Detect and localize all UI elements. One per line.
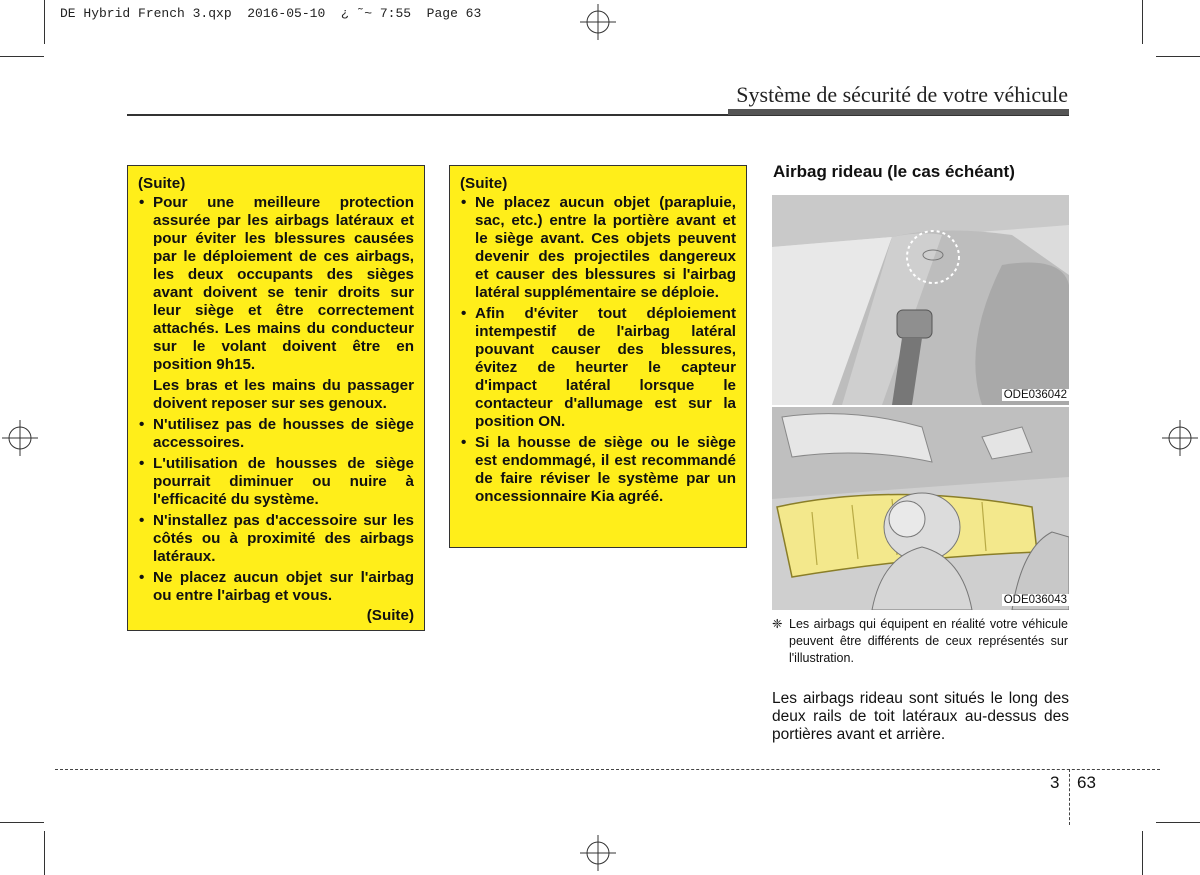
figure-code: ODE036042: [1003, 389, 1067, 401]
registration-mark-icon: [2, 420, 38, 456]
caution-item-extra: Les bras et les mains du passager doivent reposer sur ses genoux.: [153, 377, 414, 412]
caution-item-text: • Ne placez aucun objet sur l'airbag ou entre l'airbag et vous.: [153, 569, 414, 604]
caution-item: [460, 434, 736, 506]
caution-item: [460, 194, 736, 302]
crop-mark-top-right: [1156, 56, 1200, 57]
caution-item-text: • Ne placez aucun objet (parapluie, sac, etc.) entre la portière avant et le siège avant. Ces objets peuvent devenir des projectiles dangereux et causer des blessures si l'airbag latéral supplémentaire se déploie.: [475, 194, 736, 301]
caution-item: [460, 305, 736, 431]
caution-item-text: • N'installez pas d'accessoire sur les côtés ou à proximité des airbags latéraux.: [153, 512, 414, 565]
caution-item-text: • Si la housse de siège ou le siège est endommagé, il est recommandé de faire réviser le système par un oncessionnaire Kia agréé.: [475, 434, 736, 505]
caution-item-text: • L'utilisation de housses de siège pourrait diminuer ou nuire à l'efficacité du système.: [153, 455, 414, 508]
continued-footer: (Suite): [366, 607, 414, 624]
figure-curtain-airbag: [772, 407, 1069, 610]
subheading: Airbag rideau (le cas échéant): [773, 162, 1015, 181]
footer-rule: [55, 769, 1160, 770]
caution-list: [460, 194, 736, 506]
registration-mark-icon: [580, 835, 616, 871]
caution-item: [138, 569, 414, 605]
footnote-text: Les airbags qui équipent en réalité votre véhicule peuvent être différents de ceux représentés sur l'illustration.: [789, 617, 1068, 665]
registration-mark-icon: [580, 4, 616, 40]
caution-list: [138, 194, 414, 605]
crop-mark-bottom-left-v: [44, 831, 45, 875]
crop-mark-top-left-v: [44, 0, 45, 44]
crop-mark-bottom-right-v: [1142, 831, 1143, 875]
caution-item: [138, 455, 414, 509]
crop-mark-top-left: [0, 56, 44, 57]
caution-box-middle: [449, 165, 747, 548]
page-number-separator: [1069, 769, 1070, 825]
section-title: Système de sécurité de votre véhicule: [736, 82, 1068, 107]
caution-item: [138, 416, 414, 452]
figure-a-pillar: [772, 195, 1069, 405]
figure-code: ODE036043: [1003, 594, 1067, 606]
crop-mark-bottom-right: [1156, 822, 1200, 823]
caution-box-left: [127, 165, 425, 631]
a-pillar-illustration: [772, 195, 1069, 405]
crop-mark-top-right-v: [1142, 0, 1143, 44]
caution-item: [138, 194, 414, 413]
caution-item: [138, 512, 414, 566]
page-number: 63: [1077, 773, 1096, 792]
continued-label: (Suite): [138, 175, 186, 192]
continued-label: (Suite): [460, 175, 508, 192]
registration-mark-icon: [1162, 420, 1198, 456]
curtain-airbag-illustration: [772, 407, 1069, 610]
chapter-number: 3: [1050, 773, 1060, 792]
caution-item-text: • N'utilisez pas de housses de siège accessoires.: [153, 416, 414, 451]
caution-item-text: • Afin d'éviter tout déploiement intempestif de l'airbag latéral pouvant causer des blessures, évitez de heurter le capteur d'impact latéral lorsque le contacteur d'allumage est sur la position ON.: [475, 305, 736, 430]
crop-mark-bottom-left: [0, 822, 44, 823]
header-rule-accent: [728, 109, 1069, 115]
footnote-symbol-icon: ❈: [772, 617, 783, 631]
body-paragraph: Les airbags rideau sont situés le long des deux rails de toit latéraux au-dessus des portières avant et arrière.: [772, 690, 1069, 743]
print-header: DE Hybrid French 3.qxp 2016-05-10 ¿ ˜~ 7:55 Page 63: [60, 6, 482, 21]
caution-item-text: • Pour une meilleure protection assurée par les airbags latéraux et pour éviter les blessures causées par le déploiement de ces airbags, les deux occupants des sièges avant doivent se tenir droits sur leur siège et être correctement attachés. Les mains du conducteur sur le volant doivent être en position 9h15.: [153, 194, 414, 373]
footnote: [772, 616, 1068, 667]
